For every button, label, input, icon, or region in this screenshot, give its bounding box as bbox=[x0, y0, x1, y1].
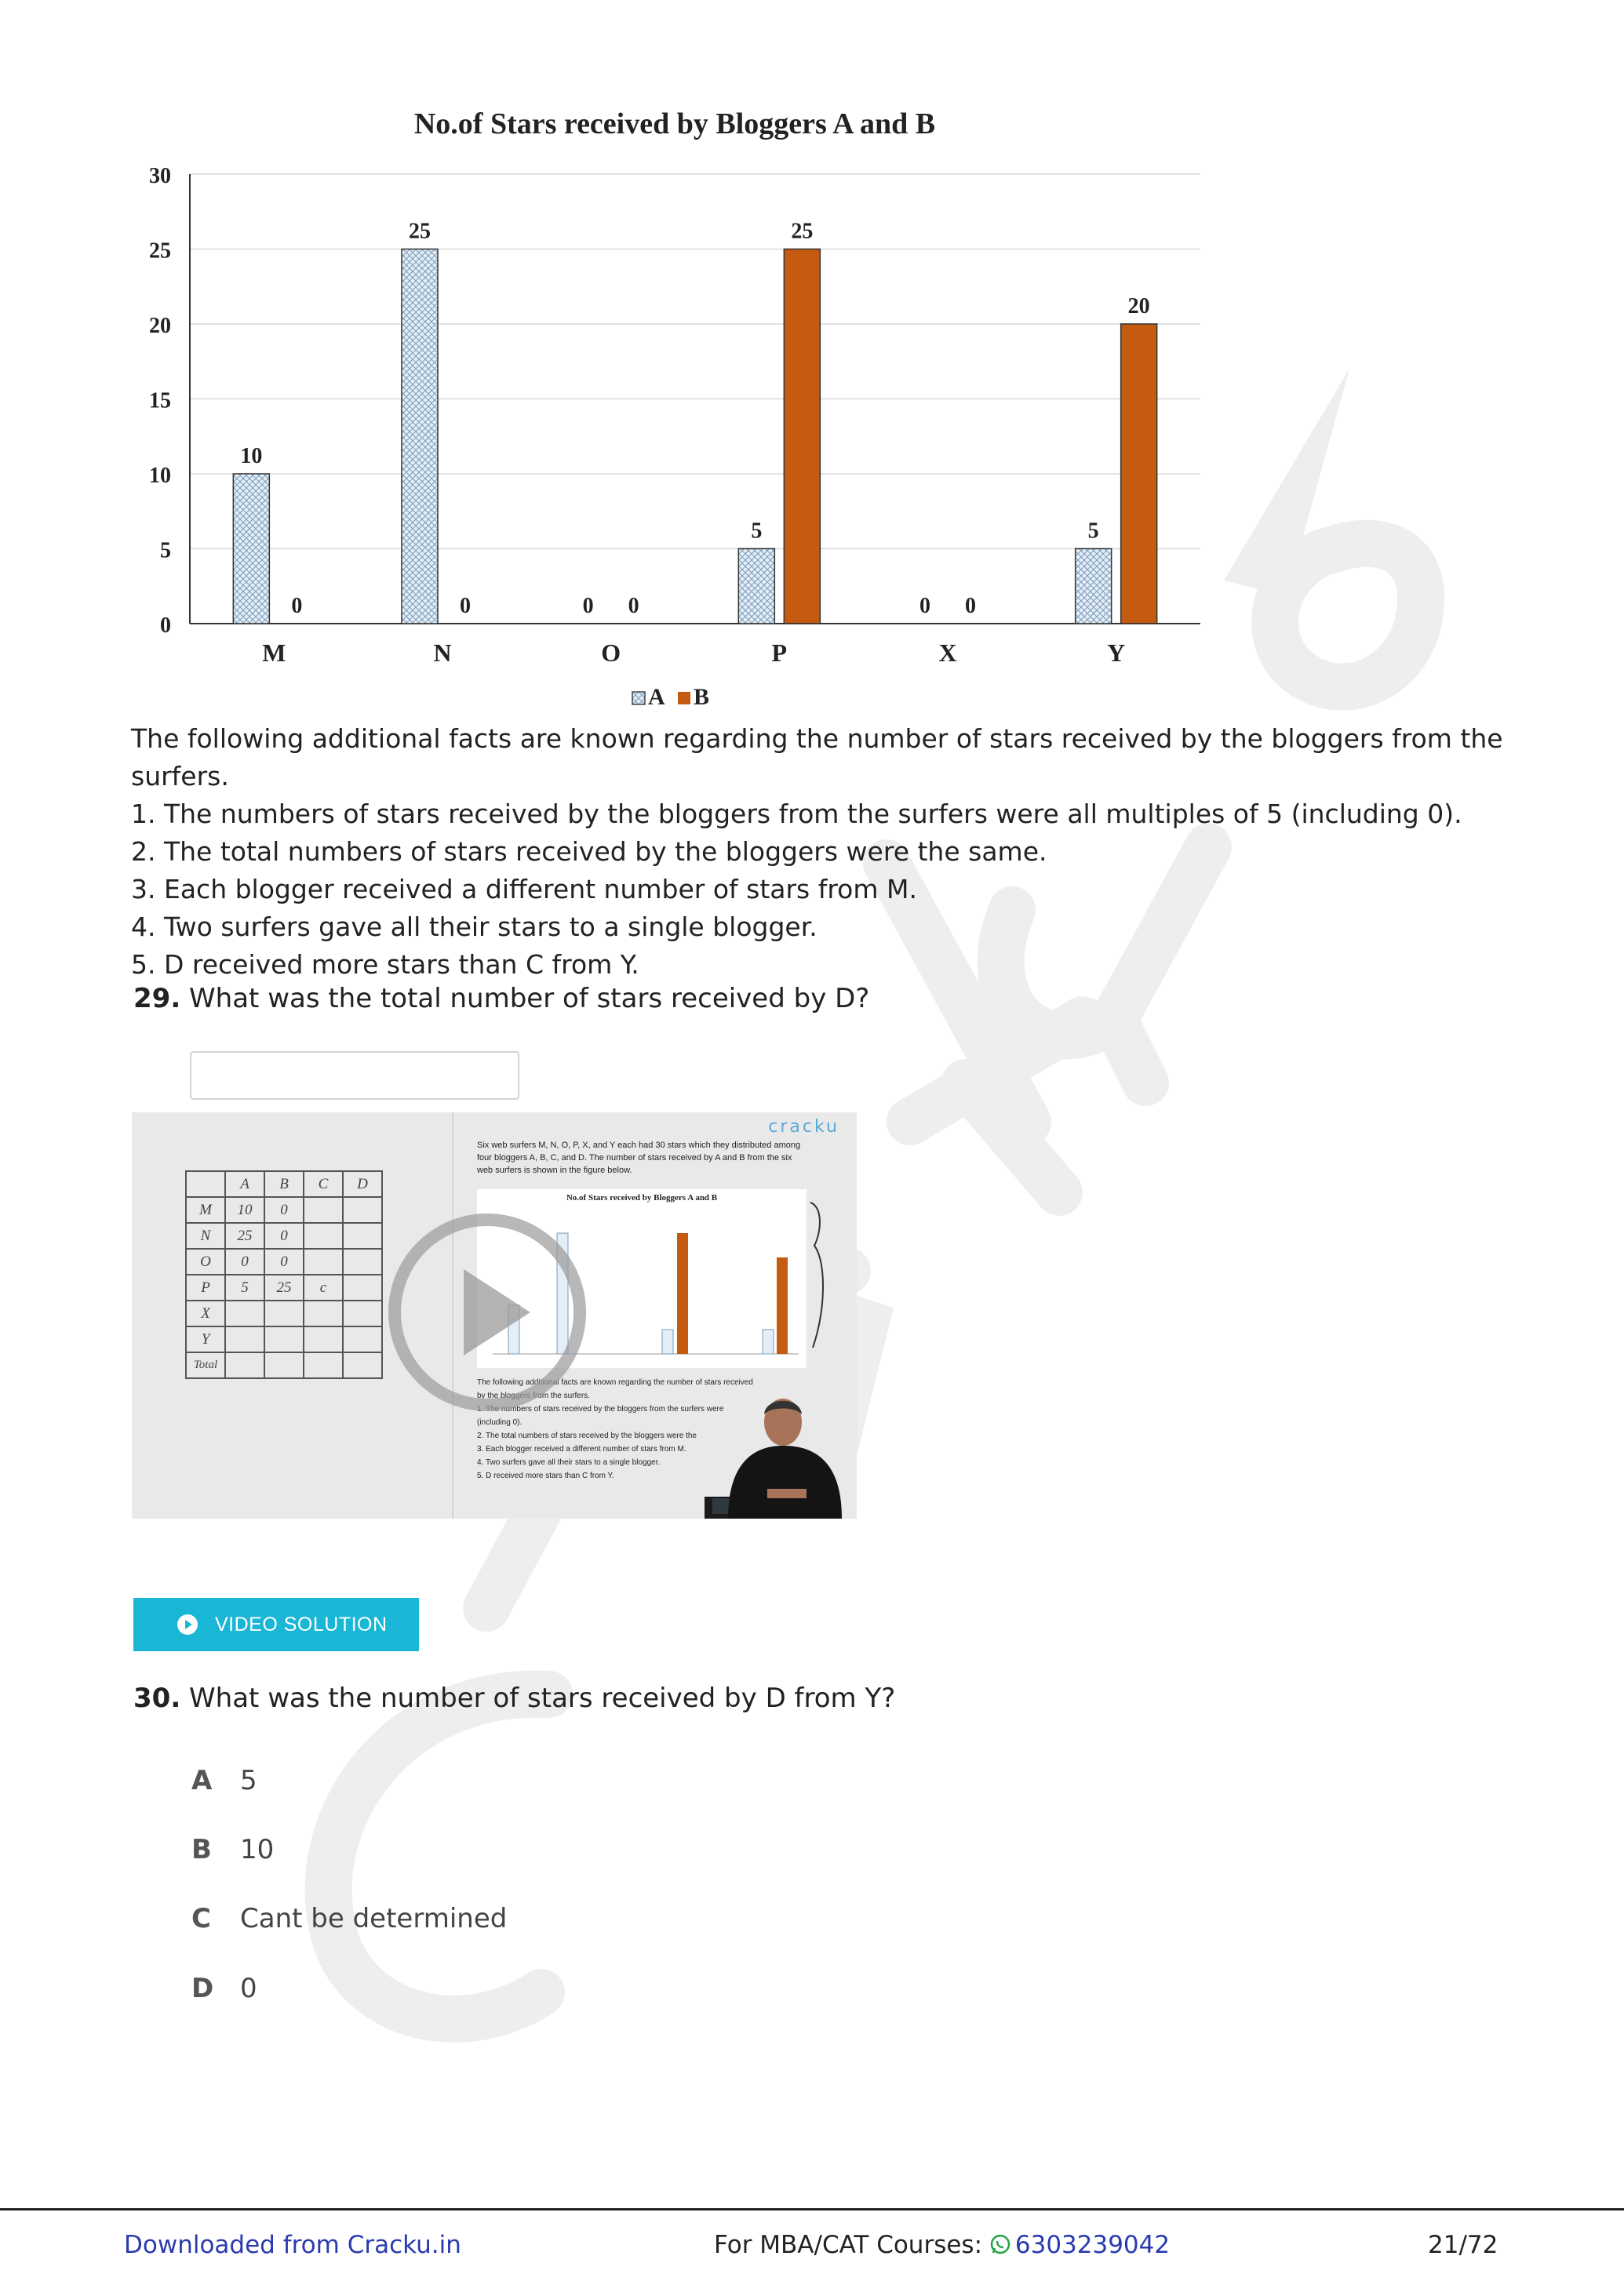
bar-a-y bbox=[1076, 549, 1112, 624]
option-b[interactable] bbox=[191, 1834, 274, 1865]
bar-a-m bbox=[233, 474, 269, 624]
handwritten-table bbox=[185, 1170, 383, 1379]
y-tick-label: 25 bbox=[149, 238, 171, 264]
data-label: 0 bbox=[919, 594, 930, 618]
table-row: Y bbox=[186, 1326, 382, 1352]
option-d[interactable] bbox=[191, 1973, 257, 2004]
fact-item: 1. The numbers of stars received by the bloggers from the surfers were all multiples of 5 (including 0). bbox=[131, 799, 1462, 829]
whatsapp-icon bbox=[990, 2234, 1010, 2254]
phone-number[interactable]: 6303239042 bbox=[1014, 2231, 1171, 2259]
x-tick-label: M bbox=[262, 639, 286, 667]
option-text: Cant be determined bbox=[240, 1903, 508, 1934]
data-label: 10 bbox=[240, 444, 263, 468]
question-text: What was the number of stars received by D from Y? bbox=[189, 1683, 896, 1714]
data-label: 0 bbox=[460, 594, 471, 618]
chart-title: No.of Stars received by Bloggers A and B bbox=[413, 107, 936, 140]
data-label: 20 bbox=[1127, 294, 1150, 318]
question-29 bbox=[133, 983, 869, 1014]
legend-label-b: B bbox=[694, 684, 710, 710]
y-tick-label: 0 bbox=[160, 613, 171, 638]
video-solution-label: VIDEO SOLUTION bbox=[215, 1613, 388, 1636]
legend-label-a: A bbox=[648, 684, 665, 710]
video-thumbnail[interactable] bbox=[132, 1112, 857, 1519]
table-row: M 10 0 bbox=[186, 1197, 382, 1223]
y-tick-label: 10 bbox=[149, 464, 171, 488]
legend-swatch-b bbox=[678, 692, 690, 704]
legend-swatch-a bbox=[632, 692, 645, 704]
bar-b-y bbox=[1121, 324, 1157, 624]
cracku-logo: cracku bbox=[768, 1117, 839, 1137]
table-row: P 5 25 c bbox=[186, 1275, 382, 1301]
bar-b-p bbox=[784, 249, 820, 624]
y-tick-label: 5 bbox=[160, 538, 171, 563]
answer-input[interactable] bbox=[190, 1051, 519, 1100]
data-label: 25 bbox=[791, 219, 814, 244]
table-row: N 25 0 bbox=[186, 1223, 382, 1249]
data-label: 5 bbox=[1087, 519, 1099, 544]
facts-intro: The following additional facts are known regarding the number of stars received by the bloggers from the surfers. bbox=[131, 723, 1503, 791]
x-tick-label: N bbox=[433, 639, 452, 667]
chart-legend bbox=[632, 684, 709, 710]
play-icon[interactable] bbox=[381, 1206, 593, 1418]
slide-chart-title: No.of Stars received by Bloggers A and B bbox=[566, 1193, 718, 1203]
bar-a-p bbox=[738, 549, 774, 624]
x-tick-label: X bbox=[938, 639, 957, 667]
x-tick-label: P bbox=[771, 639, 788, 667]
stars-bar-chart bbox=[118, 102, 1216, 714]
x-tick-label: Y bbox=[1107, 639, 1126, 667]
question-30 bbox=[133, 1683, 895, 1714]
courses-label: For MBA/CAT Courses: bbox=[714, 2231, 990, 2259]
question-number: 30. bbox=[133, 1683, 181, 1714]
question-number: 29. bbox=[133, 983, 181, 1014]
y-tick-label: 30 bbox=[149, 164, 171, 188]
instructor-video bbox=[681, 1379, 857, 1519]
question-text: What was the total number of stars received by D? bbox=[189, 983, 870, 1014]
data-label: 0 bbox=[628, 594, 639, 618]
footer-divider bbox=[0, 2208, 1624, 2210]
table-row: Total bbox=[186, 1352, 382, 1378]
bracket-mark bbox=[807, 1199, 830, 1355]
x-tick-label: O bbox=[601, 639, 621, 667]
data-label: 0 bbox=[965, 594, 976, 618]
option-text: 0 bbox=[240, 1973, 257, 2004]
option-letter: B bbox=[191, 1834, 212, 1865]
download-link[interactable]: Downloaded from Cracku.in bbox=[124, 2231, 461, 2259]
bar-a-n bbox=[402, 249, 438, 624]
table-row: O 0 0 bbox=[186, 1249, 382, 1275]
courses-info bbox=[714, 2231, 1170, 2259]
option-text: 5 bbox=[240, 1765, 257, 1796]
option-text: 10 bbox=[240, 1834, 275, 1865]
video-solution-button[interactable] bbox=[133, 1598, 419, 1651]
data-label: 5 bbox=[751, 519, 763, 544]
option-c[interactable] bbox=[191, 1903, 507, 1934]
additional-facts bbox=[131, 720, 1543, 984]
page-number: 21/72 bbox=[1428, 2231, 1498, 2259]
option-a[interactable] bbox=[191, 1765, 257, 1796]
fact-item: 4. Two surfers gave all their stars to a single blogger. bbox=[131, 911, 817, 942]
table-row: X bbox=[186, 1301, 382, 1326]
fact-item: 3. Each blogger received a different number of stars from M. bbox=[131, 874, 917, 904]
option-letter: A bbox=[191, 1765, 213, 1796]
table-row: A B C D bbox=[186, 1171, 382, 1197]
option-letter: D bbox=[191, 1973, 214, 2004]
slide-intro: Six web surfers M, N, O, P, X, and Y each had 30 stars which they distributed among four bloggers A, B, C, and D. The number of stars received by A and B from the six web surfers is shown in the figure below. bbox=[477, 1141, 801, 1175]
slide-facts: The following additional facts are known regarding the number of stars received by the bloggers from the surfers. 1. The numbers of stars received by the bloggers from the surfers were (including 0). 2. The total numbers of stars received by the bloggers were the 3. Each blogger received a different number of stars from M. 4. Two surfers gave all their stars to a single blogger. 5. D received more stars than C from Y. bbox=[477, 1378, 753, 1480]
y-tick-label: 15 bbox=[149, 388, 171, 413]
data-label: 0 bbox=[582, 594, 594, 618]
data-label: 0 bbox=[291, 594, 303, 618]
data-label: 25 bbox=[409, 219, 431, 244]
fact-item: 5. D received more stars than C from Y. bbox=[131, 949, 639, 980]
fact-item: 2. The total numbers of stars received by the bloggers were the same. bbox=[131, 836, 1047, 867]
option-letter: C bbox=[191, 1903, 211, 1934]
play-circle-icon bbox=[177, 1614, 198, 1635]
y-tick-label: 20 bbox=[149, 314, 171, 338]
